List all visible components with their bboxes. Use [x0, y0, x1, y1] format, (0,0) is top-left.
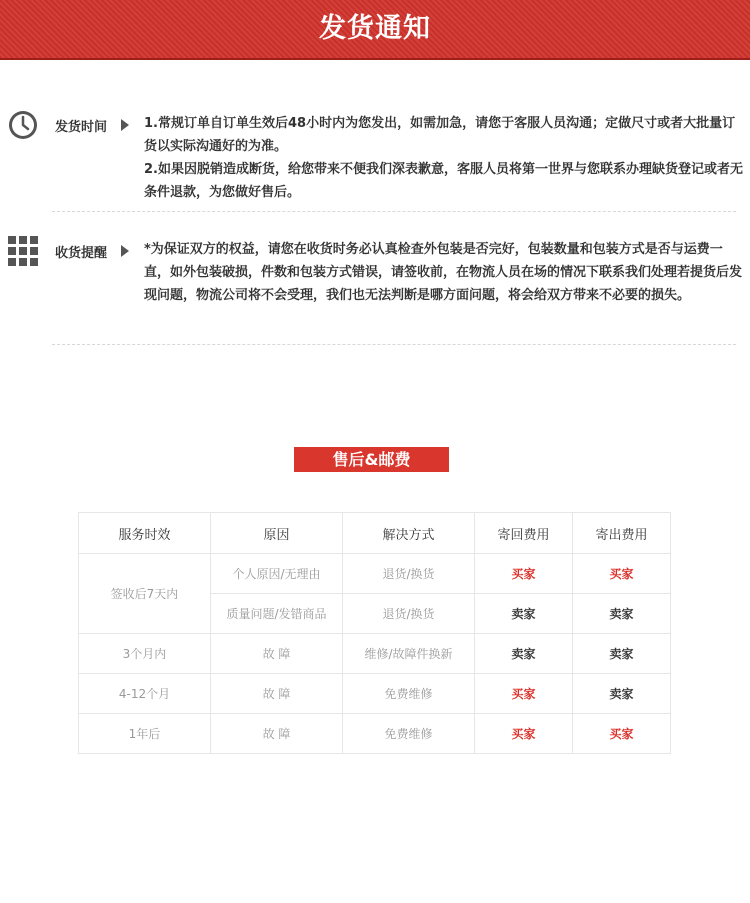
header-solution: 解决方式: [343, 513, 475, 554]
solution-cell: 免费维修: [343, 674, 475, 714]
period-cell: 签收后7天内: [79, 554, 211, 634]
header-period: 服务时效: [79, 513, 211, 554]
table-header-row: [79, 513, 671, 554]
return-fee-cell: 卖家: [475, 634, 573, 674]
period-cell: 4-12个月: [79, 674, 211, 714]
return-fee-cell: 买家: [475, 554, 573, 594]
receipt-reminder-label: 收货提醒: [55, 246, 108, 261]
period-cell: 3个月内: [79, 634, 211, 674]
shipping-time-text: [144, 112, 748, 204]
table-row: [79, 674, 671, 714]
reason-cell: 故 障: [211, 674, 343, 714]
grid-icon: [8, 236, 38, 266]
ship-fee-cell: 买家: [573, 714, 671, 754]
solution-cell: 维修/故障件换新: [343, 634, 475, 674]
ship-fee-cell: 买家: [573, 554, 671, 594]
solution-cell: 退货/换货: [343, 594, 475, 634]
return-fee-cell: 卖家: [475, 594, 573, 634]
header-ship-fee: 寄出费用: [573, 513, 671, 554]
return-fee-cell: 买家: [475, 674, 573, 714]
reason-cell: 个人原因/无理由: [211, 554, 343, 594]
divider: [52, 344, 736, 345]
table-row: [79, 714, 671, 754]
ship-fee-cell: 卖家: [573, 634, 671, 674]
table-row: [79, 554, 671, 594]
shipping-time-line-2: 2.如果因脱销造成断货，给您带来不便我们深表歉意，客服人员将第一世界与您联系办理缺货登记或者无条件退款，为您做好售后。: [144, 162, 743, 200]
page-title: 发货通知: [319, 13, 431, 44]
period-cell: 1年后: [79, 714, 211, 754]
solution-cell: 退货/换货: [343, 554, 475, 594]
receipt-reminder-arrow-icon: [121, 245, 129, 257]
receipt-reminder-text: *为保证双方的权益，请您在收货时务必认真检查外包装是否完好，包装数量和包装方式是否与运费一直，如外包装破损，件数和包装方式错误，请签收前，在物流人员在场的情况下联系我们处理若提货后发现问题，物流公司将不会受理，我们也无法判断是哪方面问题，将会给双方带来不必要的损失。: [144, 242, 743, 303]
table-row: [79, 634, 671, 674]
solution-cell: 免费维修: [343, 714, 475, 754]
header-reason: 原因: [211, 513, 343, 554]
reason-cell: 故 障: [211, 634, 343, 674]
top-banner: [0, 0, 750, 60]
reason-cell: 故 障: [211, 714, 343, 754]
shipping-time-label: 发货时间: [55, 120, 108, 135]
ship-fee-cell: 卖家: [573, 674, 671, 714]
clock-icon: [8, 110, 38, 140]
after-sales-title: 售后&邮费: [294, 447, 449, 472]
shipping-time-arrow-icon: [121, 119, 129, 131]
ship-fee-cell: 卖家: [573, 594, 671, 634]
return-fee-cell: 买家: [475, 714, 573, 754]
reason-cell: 质量问题/发错商品: [211, 594, 343, 634]
header-return-fee: 寄回费用: [475, 513, 573, 554]
after-sales-table: [78, 512, 671, 754]
shipping-time-line-1: 1.常规订单自订单生效后48小时内为您发出，如需加急，请您于客服人员沟通；定做尺寸或者大批量订货以实际沟通好的为准。: [144, 116, 736, 154]
divider: [52, 211, 736, 212]
